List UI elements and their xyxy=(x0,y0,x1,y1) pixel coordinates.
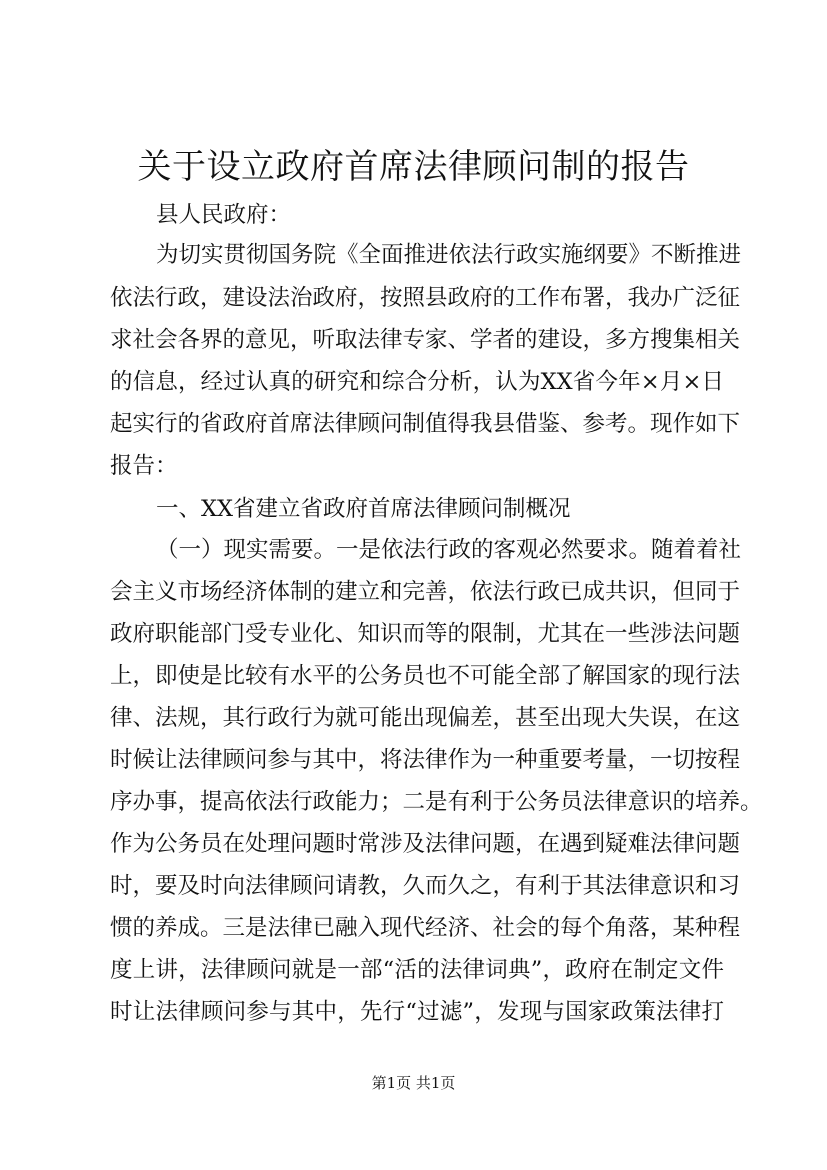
body-line: 求社会各界的意见，听取法律专家、学者的建设，多方搜集相关 xyxy=(110,327,741,353)
body-line: 惯的养成。三是法律已融入现代经济、社会的每个角落，某种程 xyxy=(110,915,741,941)
body-line: 度上讲，法律顾问就是一部“活的法律词典”，政府在制定文件 xyxy=(110,957,724,983)
body-line: 起实行的省政府首席法律顾问制值得我县借鉴、参考。现作如下 xyxy=(110,411,741,437)
body-line: 序办事，提高依法行政能力；二是有利于公务员法律意识的培养。 xyxy=(110,789,763,815)
body-line: 会主义市场经济体制的建立和完善，依法行政已成共识，但同于 xyxy=(110,579,741,605)
body-line: （一）现实需要。一是依法行政的客观必然要求。随着着社 xyxy=(156,537,742,563)
body-line: 时候让法律顾问参与其中，将法律作为一种重要考量，一切按程 xyxy=(110,747,741,773)
section-heading: 一、XX省建立省政府首席法律顾问制概况 xyxy=(156,496,571,522)
body-line: 依法行政，建设法治政府，按照县政府的工作布署，我办广泛征 xyxy=(110,285,741,311)
body-line: 的信息，经过认真的研究和综合分析，认为XX省今年×月×日 xyxy=(110,369,724,395)
page-footer: 第1页 共1页 xyxy=(371,1074,456,1092)
body-line: 上，即使是比较有水平的公务员也不可能全部了解国家的现行法 xyxy=(110,663,741,689)
document-title: 关于设立政府首席法律顾问制的报告 xyxy=(137,147,690,187)
body-line: 报告： xyxy=(110,453,178,479)
body-line: 时，要及时向法律顾问请教，久而久之，有利于其法律意识和习 xyxy=(110,873,741,899)
body-line: 时让法律顾问参与其中，先行“过滤”，发现与国家政策法律打 xyxy=(110,999,724,1025)
salutation: 县人民政府： xyxy=(156,202,292,228)
body-line: 作为公务员在处理问题时常涉及法律问题，在遇到疑难法律问题 xyxy=(110,831,741,857)
body-line: 律、法规，其行政行为就可能出现偏差，甚至出现大失误，在这 xyxy=(110,705,741,731)
body-line: 为切实贯彻国务院《全面推进依法行政实施纲要》不断推进 xyxy=(156,242,742,268)
body-line: 政府职能部门受专业化、知识而等的限制，尤其在一些涉法问题 xyxy=(110,621,741,647)
